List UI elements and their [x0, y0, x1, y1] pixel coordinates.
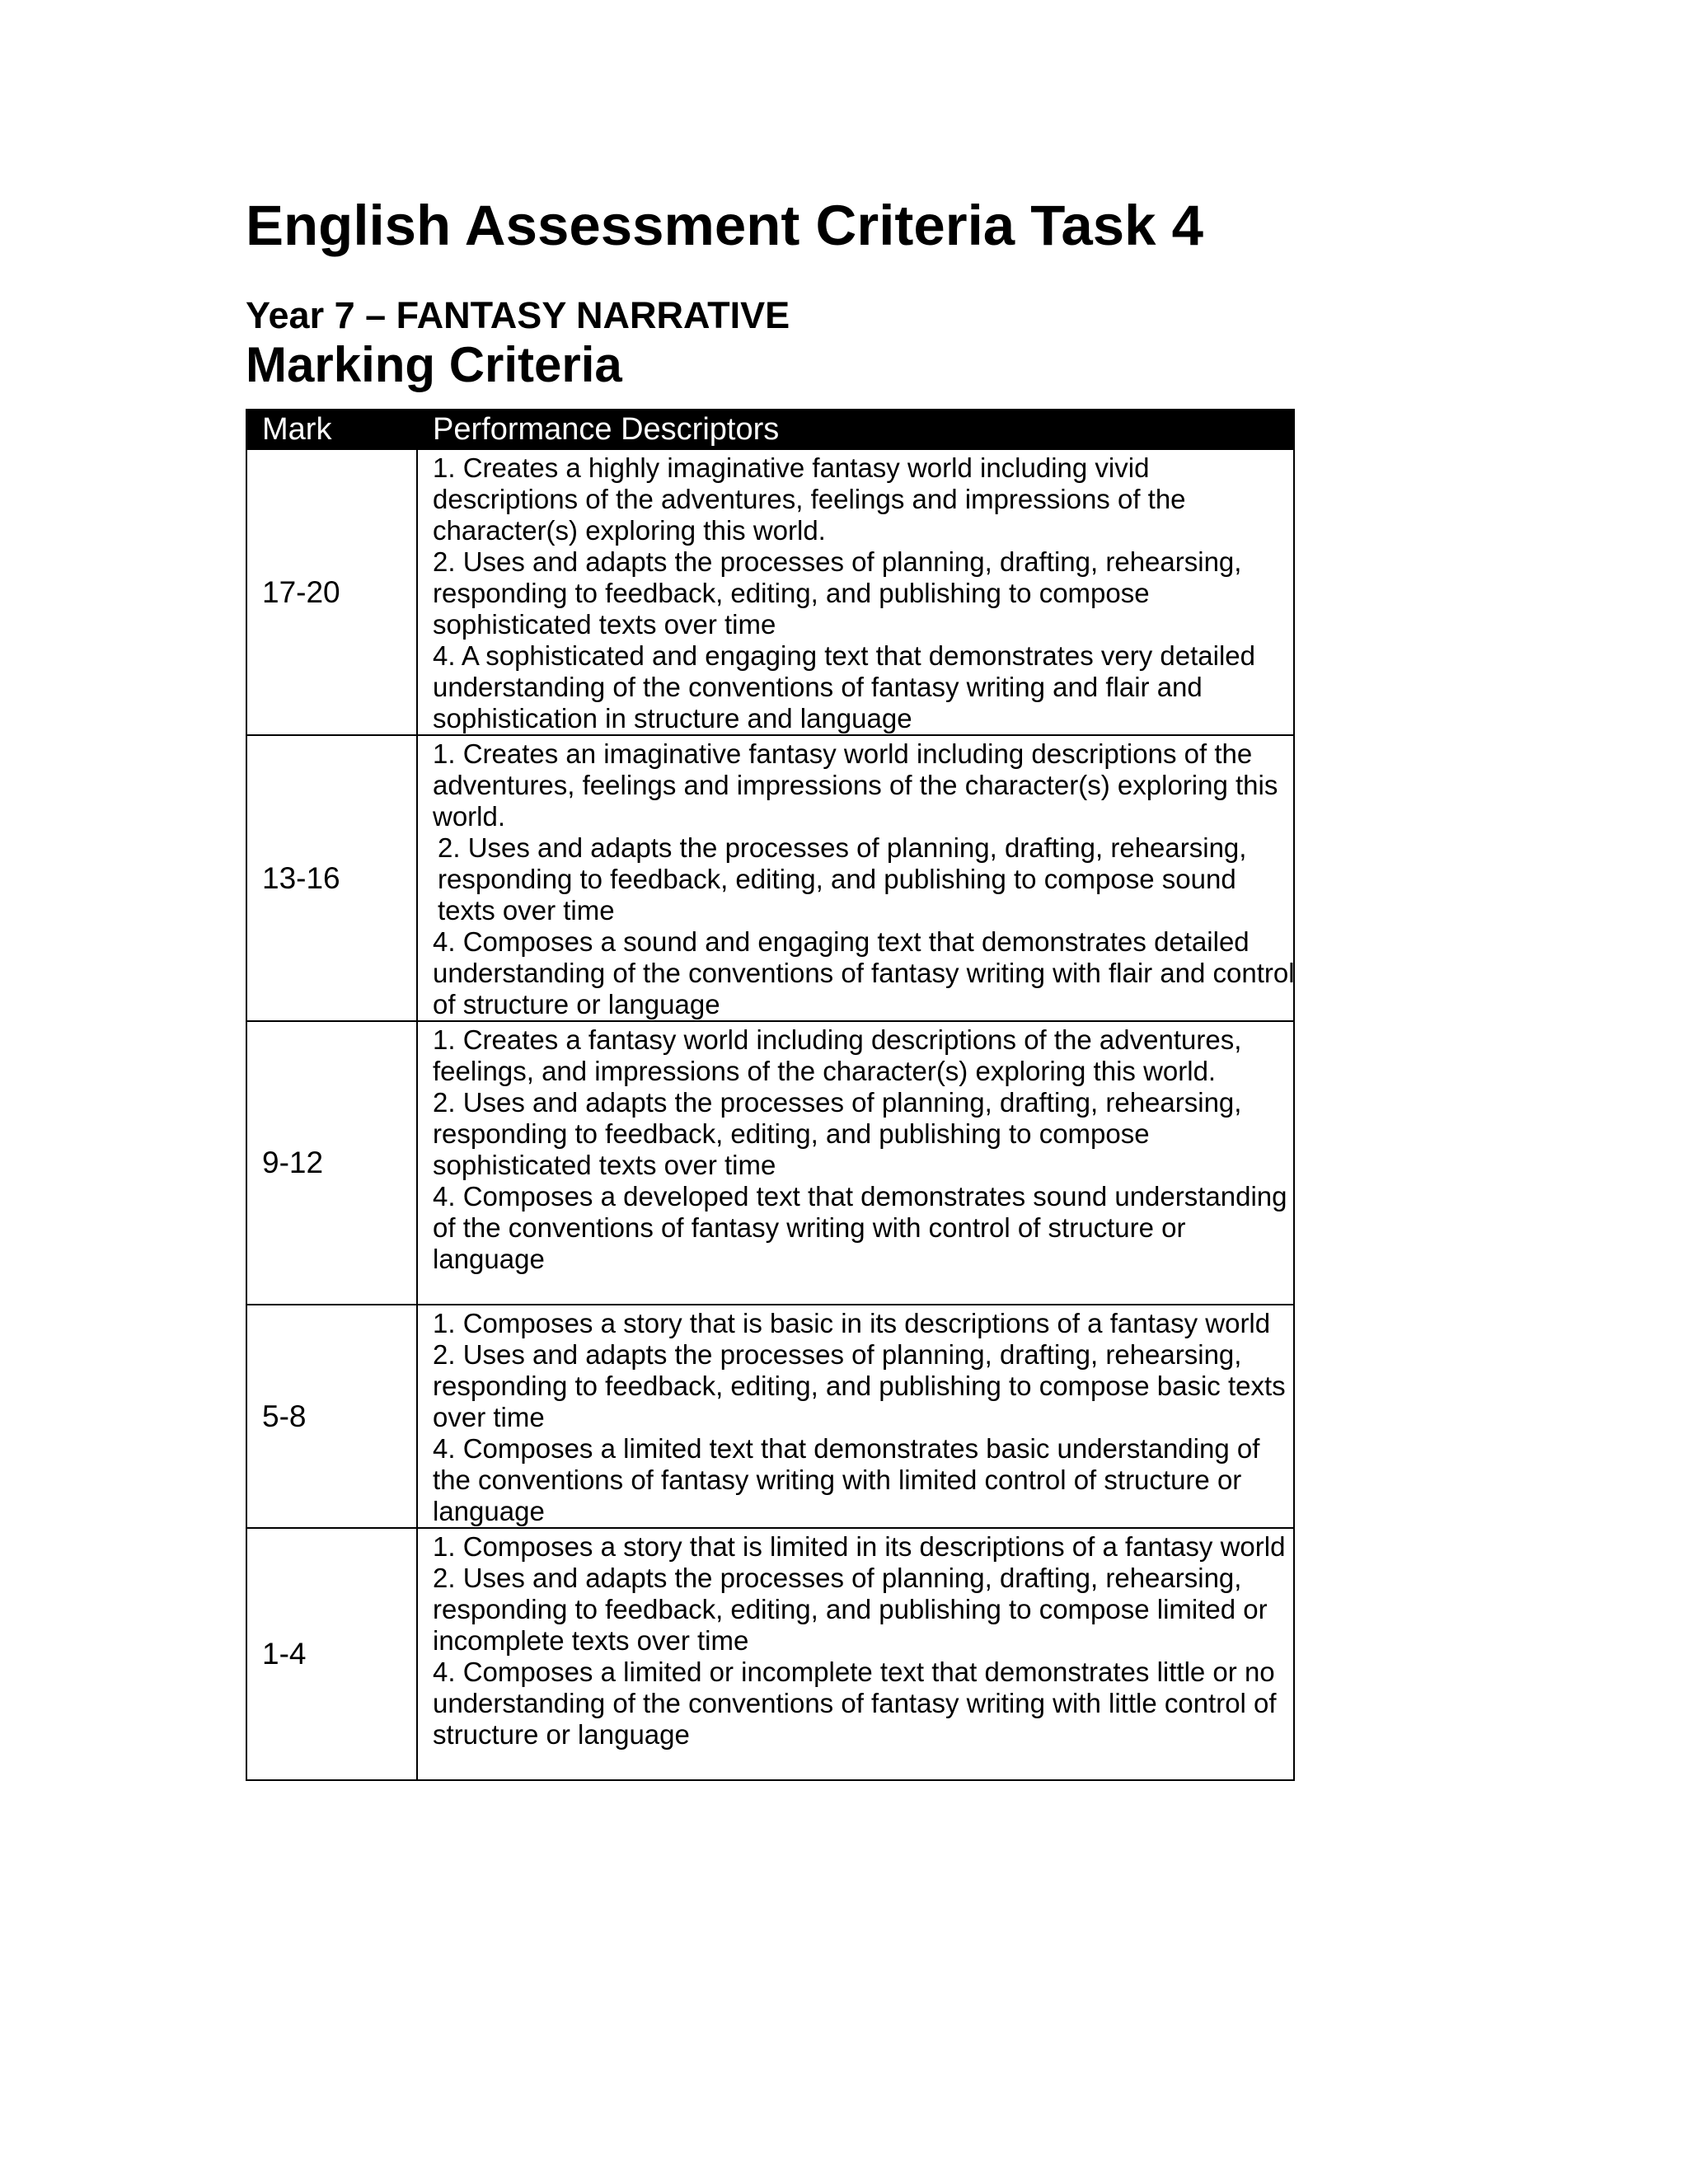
descriptor-line: incomplete texts over time [433, 1625, 749, 1656]
descriptor-line: 1. Composes a story that is basic in its descriptions of a fantasy world [433, 1308, 1271, 1338]
table-header-row [246, 410, 1294, 449]
mark-range: 1-4 [246, 1528, 417, 1780]
section-heading: Marking Criteria [246, 337, 622, 392]
descriptor-line: responding to feedback, editing, and publishing to compose sound [438, 864, 1236, 894]
descriptor-line: responding to feedback, editing, and publishing to compose basic texts [433, 1371, 1286, 1401]
descriptor-line: responding to feedback, editing, and publishing to compose [433, 1118, 1150, 1149]
descriptor-line: 4. Composes a sound and engaging text that demonstrates detailed [433, 926, 1250, 957]
descriptor-line: 4. Composes a limited or incomplete text that demonstrates little or no [433, 1657, 1275, 1687]
marking-criteria-table [246, 409, 1295, 1781]
descriptor-line: language [433, 1244, 545, 1274]
descriptor-line: 2. Uses and adapts the processes of planning, drafting, rehearsing, [433, 546, 1242, 577]
descriptor-line: 1. Creates an imaginative fantasy world including descriptions of the [433, 738, 1253, 769]
mark-range: 17-20 [246, 449, 417, 735]
table-row [246, 449, 1294, 735]
table-row [246, 1021, 1294, 1305]
descriptor-line: structure or language [433, 1719, 690, 1750]
document-subtitle: Year 7 – FANTASY NARRATIVE [246, 294, 790, 336]
descriptor-line: 1. Creates a fantasy world including descriptions of the adventures, [433, 1024, 1242, 1055]
descriptor-line: sophistication in structure and language [433, 703, 912, 733]
descriptor-line: the conventions of fantasy writing with limited control of structure or [433, 1465, 1242, 1495]
table-row [246, 735, 1294, 1021]
descriptor-line: responding to feedback, editing, and publishing to compose limited or [433, 1594, 1268, 1624]
descriptor-line: 2. Uses and adapts the processes of planning, drafting, rehearsing, [433, 1339, 1242, 1370]
column-header-descriptors: Performance Descriptors [417, 410, 1294, 449]
descriptor-line: 4. Composes a limited text that demonstrates basic understanding of [433, 1433, 1260, 1464]
performance-descriptor [417, 449, 1294, 735]
descriptor-line: of the conventions of fantasy writing with control of structure or [433, 1212, 1186, 1243]
descriptor-line: understanding of the conventions of fantasy writing with flair and control [433, 958, 1295, 988]
descriptor-line: texts over time [438, 895, 615, 926]
descriptor-line: descriptions of the adventures, feelings and impressions of the [433, 484, 1186, 514]
descriptor-line: 1. Composes a story that is limited in its descriptions of a fantasy world [433, 1531, 1286, 1562]
descriptor-line: world. [433, 801, 506, 832]
document-title: English Assessment Criteria Task 4 [246, 194, 1203, 257]
descriptor-line: of structure or language [433, 989, 720, 1019]
performance-descriptor [417, 1305, 1294, 1528]
mark-range: 5-8 [246, 1305, 417, 1528]
mark-range: 9-12 [246, 1021, 417, 1305]
descriptor-line: sophisticated texts over time [433, 1150, 776, 1180]
descriptor-line: 2. Uses and adapts the processes of planning, drafting, rehearsing, [433, 1563, 1242, 1593]
column-header-mark: Mark [246, 410, 417, 449]
descriptor-line: 1. Creates a highly imaginative fantasy world including vivid [433, 452, 1150, 483]
performance-descriptor [417, 1528, 1294, 1780]
descriptor-line: feelings, and impressions of the character(s) exploring this world. [433, 1056, 1217, 1086]
table-row [246, 1528, 1294, 1780]
performance-descriptor [417, 735, 1294, 1021]
descriptor-line: language [433, 1496, 545, 1526]
descriptor-line: 4. Composes a developed text that demonstrates sound understanding [433, 1181, 1287, 1212]
descriptor-line: sophisticated texts over time [433, 609, 776, 640]
descriptor-line: over time [433, 1402, 545, 1432]
descriptor-line: adventures, feelings and impressions of the character(s) exploring this [433, 770, 1278, 800]
mark-range: 13-16 [246, 735, 417, 1021]
performance-descriptor [417, 1021, 1294, 1305]
descriptor-line: 2. Uses and adapts the processes of planning, drafting, rehearsing, [433, 1087, 1242, 1118]
descriptor-line: 4. A sophisticated and engaging text that demonstrates very detailed [433, 640, 1255, 671]
descriptor-line: 2. Uses and adapts the processes of planning, drafting, rehearsing, [438, 832, 1247, 863]
descriptor-line: understanding of the conventions of fantasy writing and flair and [433, 672, 1203, 702]
descriptor-line: understanding of the conventions of fantasy writing with little control of [433, 1688, 1277, 1718]
descriptor-line: character(s) exploring this world. [433, 515, 826, 546]
table-row [246, 1305, 1294, 1528]
descriptor-line: responding to feedback, editing, and publishing to compose [433, 578, 1150, 608]
